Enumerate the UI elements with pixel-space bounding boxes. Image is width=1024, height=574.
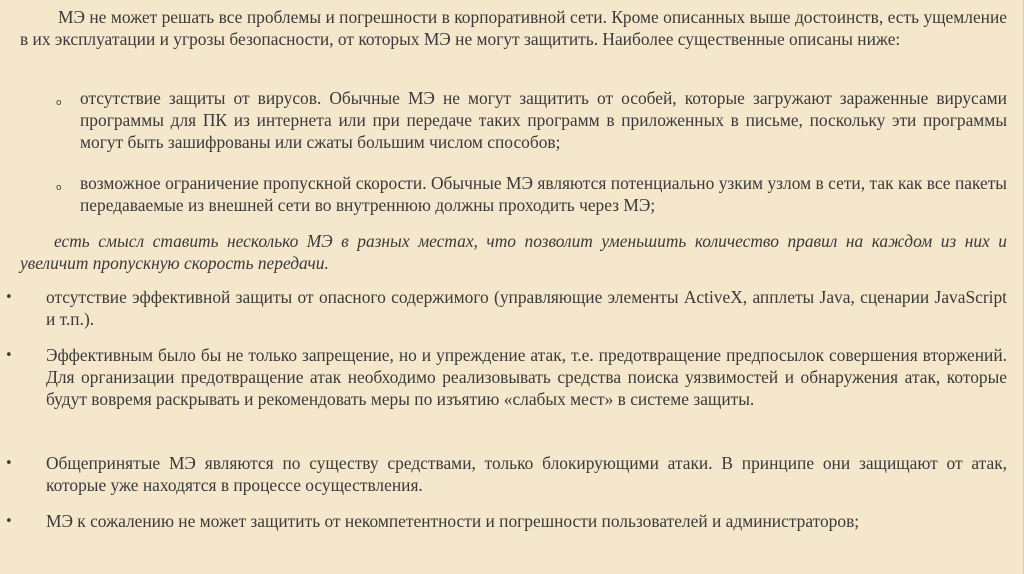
intro-paragraph: МЭ не может решать все проблемы и погрешности в корпоративной сети. Кроме описанных выше достоинств, есть ущемление в их эксплуатации и угрозы безопасности, от которых МЭ не могут защитить. Наиболее существенные описаны ниже: [20, 7, 1007, 50]
bullet-marker: • [5, 348, 13, 363]
sub-item-bandwidth: возможное ограничение пропускной скорости. Обычные МЭ являются потенциально узким узлом в сети, так как все пакеты передаваемые из внешней сети во внутреннюю должны проходить через МЭ; [80, 173, 1007, 216]
bullet-marker: • [5, 290, 13, 305]
sub-bullet-marker: o [56, 98, 62, 108]
bullet-blocking-only: Общепринятые МЭ являются по существу средствами, только блокирующими атаки. В принципе они защищают от атак, которые уже находятся в процессе осуществления. [46, 453, 1007, 496]
bullet-marker: • [5, 514, 13, 529]
bullet-active-content: отсутствие эффективной защиты от опасного содержимого (управляющие элементы ActiveX, апплеты Java, сценарии JavaScript и т.п.). [46, 287, 1007, 330]
sub-bullet-marker: o [56, 183, 62, 193]
bullet-attack-prevention: Эффективным было бы не только запрещение, но и упреждение атак, т.е. предотвращение предпосылок совершения вторжений. Для организации предотвращение атак необходимо реализовывать средства поиска уязвимостей и обнаружения атак, которые будут вовремя раскрывать и рекомендовать меры по изъятию «слабых мест» в системе защиты. [46, 345, 1007, 410]
bullet-incompetence: МЭ к сожалению не может защитить от некомпетентности и погрешности пользователей и администраторов; [46, 511, 860, 531]
sub-item-viruses: отсутствие защиты от вирусов. Обычные МЭ не могут защитить от особей, которые загружают зараженные вирусами программы для ПК из интернета или при передаче таких программ в приложенных в письме, поскольку эти программы могут быть зашифрованы или сжаты большим числом способов; [80, 88, 1007, 153]
bullet-marker: • [5, 456, 13, 471]
italic-note: есть смысл ставить несколько МЭ в разных местах, что позволит уменьшить количество правил на каждом из них и увеличит пропускную скорость передачи. [20, 231, 1007, 274]
